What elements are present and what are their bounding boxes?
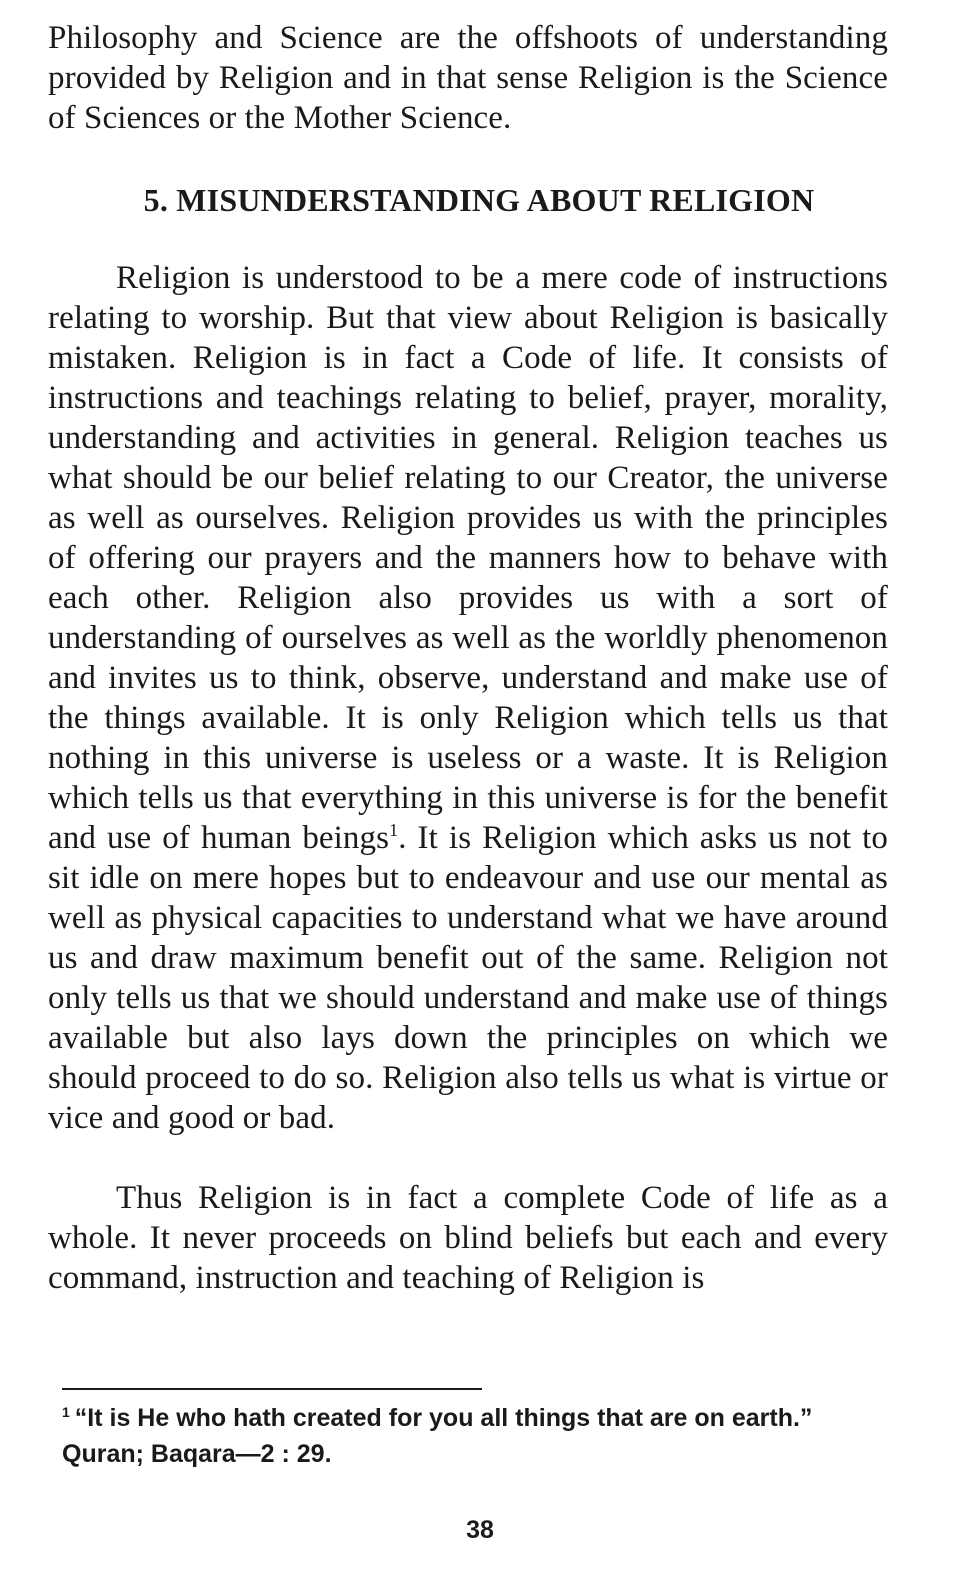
page-body: [48, 18, 888, 1298]
body-paragraph-1: [48, 258, 888, 1138]
section-heading: 5. MISUNDERSTANDING ABOUT RELIGION: [143, 182, 815, 218]
footnote: [62, 1400, 888, 1472]
footnote-text: “It is He who hath created for you all things that are on earth.” Quran; Baqara—2 : 29.: [62, 1404, 813, 1468]
intro-paragraph: Philosophy and Science are the offshoots of understanding provided by Religion and in that sense Religion is the Science of Sciences or the Mother Science.: [48, 20, 888, 136]
paragraph-1-text-a: Religion is understood to be a mere code of instructions relating to worship. But that view about Religion is basically mistaken. Religion is in fact a Code of life. It consists of instructions and teachings relating to belief, prayer, morality, understanding and activities in general. Religion teaches us what should be our belief relating to our Creator, the universe as well as ourselves. Religion provides us with the principles of offering our prayers and the manners how to behave with each other. Religion also provides us with a sort of understanding of ourselves as well as the worldly phenomenon and invites us to think, observe, understand and make use of the things available. It is only Religion which tells us that nothing in this universe is useless or a waste. It is Religion which tells us that everything in this universe is for the benefit and use of human beings: [48, 260, 888, 856]
paragraph-1-text-b: . It is Religion which asks us not to sit idle on mere hopes but to endeavour and use our mental as well as physical capacities to understand what we have around us and draw maximum benefit out of the same. Religion not only tells us that we should understand and make use of things available but also lays down the principles on which we should proceed to do so. Religion also tells us what is virtue or vice and good or bad.: [48, 820, 888, 1136]
page-number: 38: [466, 1516, 494, 1544]
footnote-divider: [62, 1388, 482, 1390]
footnote-mark: 1: [62, 1403, 70, 1420]
body-paragraph-2: Thus Religion is in fact a complete Code of life as a whole. It never proceeds on blind beliefs but each and every command, instruction and teaching of Religion is: [48, 1180, 888, 1296]
footnote-reference: 1: [389, 820, 399, 840]
